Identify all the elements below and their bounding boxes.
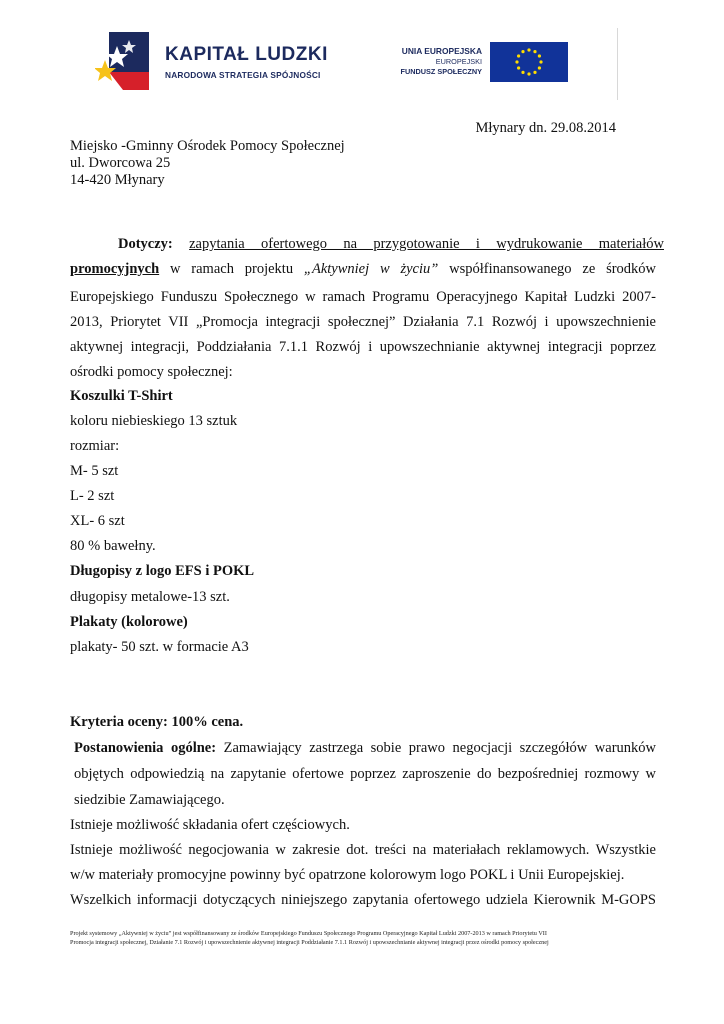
general-line1 <box>74 740 656 757</box>
subject-line6: ośrodki pomocy społecznej: <box>70 364 233 380</box>
eu-logo-line3: FUNDUSZ SPOŁECZNY <box>400 67 482 76</box>
subject-line2 <box>70 261 656 278</box>
address-line2: ul. Dworcowa 25 <box>70 155 171 171</box>
posters-text: plakaty- 50 szt. w formacie A3 <box>70 639 249 655</box>
tshirt-heading: Koszulki T-Shirt <box>70 388 173 404</box>
subject-line1 <box>118 236 664 253</box>
eu-efs-logo <box>378 42 578 82</box>
eu-logo-line1: UNIA EUROPEJSKA <box>401 46 482 56</box>
footer-line1: Projekt systemowy „Aktywniej w życiu” jest współfinansowany ze środków Europejskiego Funduszu Społecznego Programu Operacyjnego Kapitał Ludzki 2007-2013 w ramach Priorytetu VII <box>70 930 547 937</box>
general-line3: siedzibie Zamawiającego. <box>74 792 225 808</box>
posters-heading: Plakaty (kolorowe) <box>70 614 188 630</box>
size-xl: XL- 6 szt <box>70 513 125 529</box>
size-label: rozmiar: <box>70 438 120 454</box>
subject-underlined-part2: promocyjnych <box>70 261 160 277</box>
subject-text1: w ramach projektu <box>169 261 294 277</box>
page-footer <box>70 929 656 947</box>
tshirt-color: koloru niebieskiego 13 sztuk <box>70 413 238 429</box>
general-label: Postanowienia ogólne: <box>74 740 217 756</box>
negotiation-line2: w/w materiały promocyjne powinny być opatrzone kolorowym logo POKL i Unii Europejskiej. <box>70 867 625 883</box>
date-line: Młynary dn. 29.08.2014 <box>475 120 616 136</box>
info-line: Wszelkich informacji dotyczących niniejszego zapytania ofertowego udziela Kierownik M-GOPS <box>70 892 656 908</box>
cotton-content: 80 % bawełny. <box>70 538 156 554</box>
subject-line3: Europejskiego Funduszu Społecznego w ramach Programu Operacyjnego Kapitał Ludzki 2007- <box>70 289 656 305</box>
pens-text: długopisy metalowe-13 szt. <box>70 589 230 605</box>
pens-heading: Długopisy z logo EFS i POKL <box>70 563 255 579</box>
eu-logo-line2: EUROPEJSKI <box>435 57 482 66</box>
kapital-ludzki-logo <box>95 30 350 96</box>
criteria: Kryteria oceny: 100% cena. <box>70 714 244 730</box>
subject-line4: 2013, Priorytet VII „Promocja integracji społecznej” Działania 7.1 Rozwój i upowszechnienie <box>70 314 656 330</box>
subject-line5: aktywnej integracji, Poddziałania 7.1.1 Rozwój i upowszechnianie aktywnej integracji poprzez <box>70 339 656 355</box>
project-title: „Aktywniej w życiu” <box>303 261 439 277</box>
general-line2: objętych odpowiedzią na zapytanie ofertowe poprzez zaproszenie do bezpośredniej rozmowy w <box>74 766 656 782</box>
eu-flag-icon <box>490 42 568 82</box>
partial-offers-note: Istnieje możliwość składania ofert częściowych. <box>70 817 350 833</box>
subject-text2: współfinansowanego ze środków <box>449 261 657 277</box>
negotiation-line1: Istnieje możliwość negocjowania w zakresie dot. treści na materiałach reklamowych. Wszystkie <box>70 842 656 858</box>
subject-label: Dotyczy: <box>118 236 173 252</box>
subject-underlined-part1: zapytania ofertowego na przygotowanie i wydrukowanie materiałów <box>189 236 664 252</box>
address-line3: 14-420 Młynary <box>70 172 165 188</box>
header-divider <box>617 28 618 100</box>
kapital-ludzki-title: KAPITAŁ LUDZKI <box>165 44 328 65</box>
address-line1: Miejsko -Gminny Ośrodek Pomocy Społecznej <box>70 138 345 154</box>
general-line1-rest: Zamawiający zastrzega sobie prawo negocjacji szczegółów warunków <box>223 740 657 756</box>
size-m: M- 5 szt <box>70 463 119 479</box>
footer-line2: Promocja integracji społecznej, Działanie 7.1 Rozwój i upowszechnienie aktywnej integracji Poddziałanie 7.1.1 Rozwój i upowszechnianie aktywnej integracji przez ośrodki pomocy społecznej <box>70 939 549 946</box>
size-l: L- 2 szt <box>70 488 115 504</box>
kapital-ludzki-subtitle: NARODOWA STRATEGIA SPÓJNOŚCI <box>165 70 321 80</box>
kapital-ludzki-emblem-icon <box>95 30 157 92</box>
